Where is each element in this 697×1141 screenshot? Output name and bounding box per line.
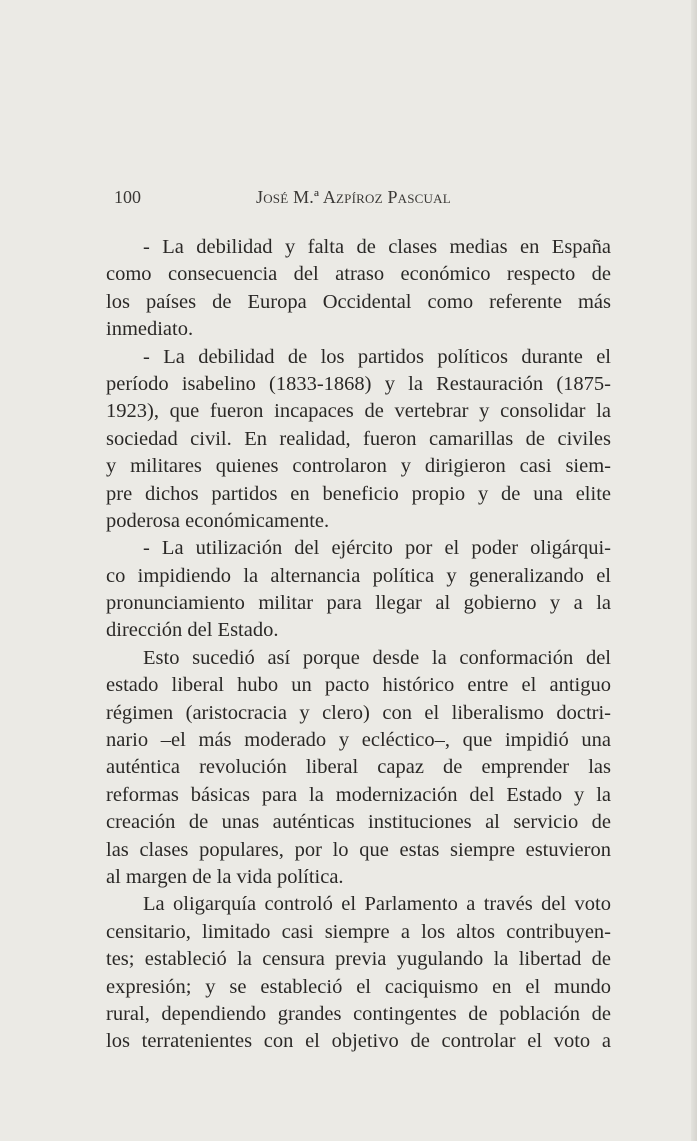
paragraph-2 xyxy=(106,344,611,536)
text-line: al margen de la vida política. xyxy=(106,865,344,888)
text-line: dirección del Estado. xyxy=(106,619,279,642)
text-line: las clases populares, por lo que estas siempre estuvieron xyxy=(106,838,611,861)
running-head: José M.ª Azpíroz Pascual xyxy=(256,187,451,207)
paragraph-4 xyxy=(106,645,611,892)
text-line: rural, dependiendo grandes contingentes de población de xyxy=(106,1002,611,1025)
text-line: estado liberal hubo un pacto histórico entre el antiguo xyxy=(106,674,611,697)
page-number: 100 xyxy=(114,187,141,207)
text-line: - La utilización del ejército por el poder oligárqui- xyxy=(143,537,611,560)
text-line: 1923), que fueron incapaces de vertebrar y consolidar la xyxy=(106,400,611,423)
text-line: nario –el más moderado y ecléctico–, que impidió una xyxy=(106,729,611,752)
text-line: auténtica revolución liberal capaz de emprender las xyxy=(106,756,611,779)
text-line: - La debilidad y falta de clases medias en España xyxy=(143,236,611,258)
text-line: los países de Europa Occidental como referente más xyxy=(106,290,611,313)
text-line: co impidiendo la alternancia política y generalizando el xyxy=(106,564,611,587)
text-line: pronunciamiento militar para llegar al gobierno y a la xyxy=(106,592,611,615)
text-line: poderosa económicamente. xyxy=(106,509,330,532)
page-edge-shadow xyxy=(691,0,697,1141)
text-line: pre dichos partidos en beneficio propio y de una elite xyxy=(106,482,611,505)
text-line: reformas básicas para la modernización del Estado y la xyxy=(106,783,611,806)
text-line: régimen (aristocracia y clero) con el liberalismo doctri- xyxy=(106,701,611,724)
body-text xyxy=(106,234,611,1056)
paragraph-1 xyxy=(106,234,611,344)
text-line: y militares quienes controlaron y dirigieron casi siem- xyxy=(106,455,611,478)
text-line: los terratenientes con el objetivo de controlar el voto a xyxy=(106,1030,611,1053)
text-line: - La debilidad de los partidos políticos durante el xyxy=(143,345,611,368)
page-header xyxy=(106,184,611,210)
text-line: Esto sucedió así porque desde la conformación del xyxy=(143,646,611,669)
paragraph-3 xyxy=(106,535,611,645)
text-line: La oligarquía controló el Parlamento a través del voto xyxy=(143,893,611,916)
text-line: período isabelino (1833-1868) y la Restauración (1875- xyxy=(106,372,611,395)
text-line: sociedad civil. En realidad, fueron camarillas de civiles xyxy=(106,427,611,450)
text-line: creación de unas auténticas instituciones al servicio de xyxy=(106,811,611,834)
text-line: censitario, limitado casi siempre a los altos contribuyen- xyxy=(106,920,611,943)
paragraph-5 xyxy=(106,891,611,1055)
text-line: como consecuencia del atraso económico respecto de xyxy=(106,263,611,286)
text-line: tes; estableció la censura previa yugulando la libertad de xyxy=(106,948,611,971)
text-line: inmediato. xyxy=(106,318,194,341)
text-line: expresión; y se estableció el caciquismo en el mundo xyxy=(106,975,611,998)
